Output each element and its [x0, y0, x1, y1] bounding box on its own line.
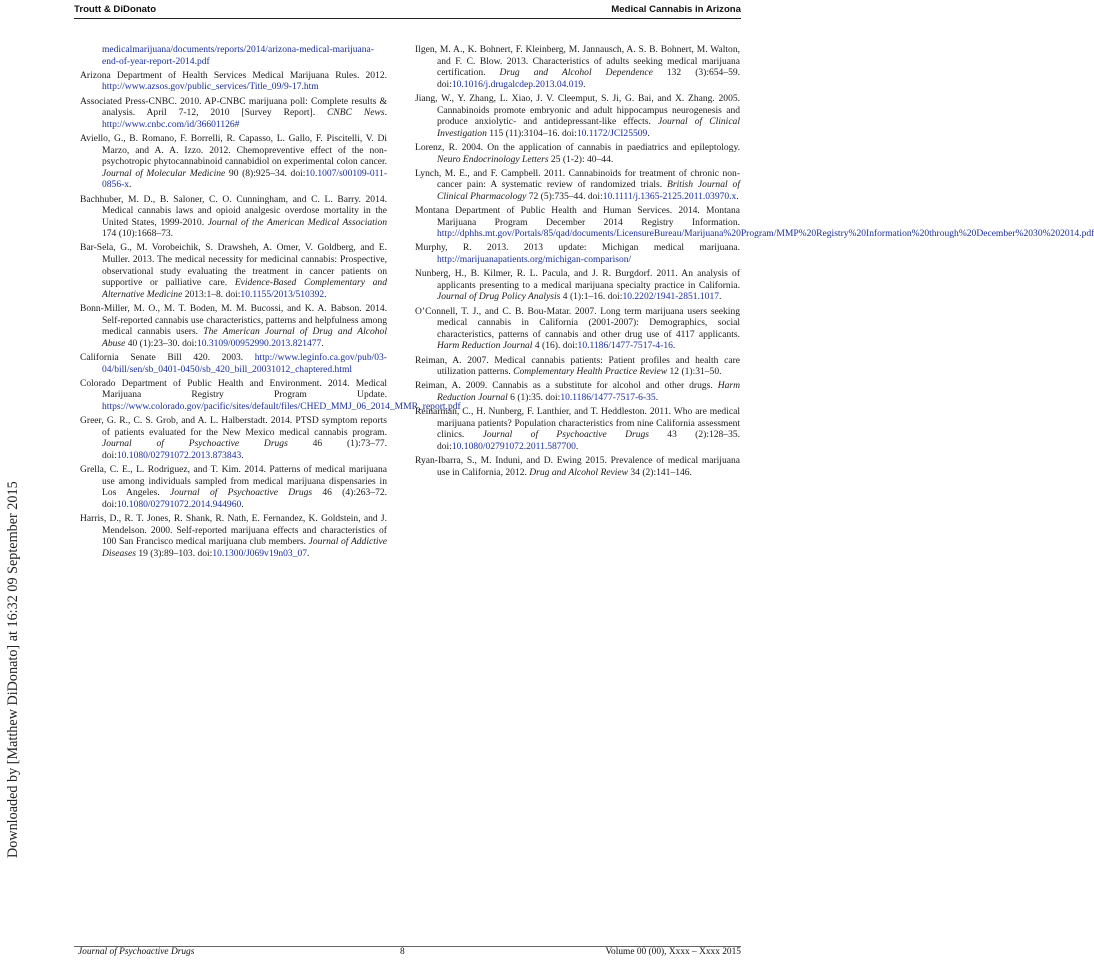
ref-journal: Journal of Psychoactive Drugs	[169, 487, 313, 499]
ref-link[interactable]: http://dphhs.mt.gov/Portals/85/qad/documents/LicensureBureau/Marijuana%20Program/MMP%20Registry%20Information%20through%20December%2030%202014.pdf	[437, 228, 1094, 240]
header-authors: Troutt & DiDonato	[74, 4, 157, 15]
ref-end: .	[655, 391, 659, 403]
ref-text: Grella, C. E., L. Rodriguez, and T. Kim. 2014. Patterns of medical marijuana use among individuals sampled from medical marijuana dispensaries in Los Angeles.	[80, 464, 387, 499]
ref-details: 43 (2):128–35. doi:	[437, 429, 740, 452]
ref-text: Greer, G. R., C. S. Grob, and A. L. Halberstadt. 2014. PTSD symptom reports of patients evaluated for the New Mexico medical cannabis program.	[80, 415, 387, 438]
ref-details: 132 (3):654–59. doi:	[437, 67, 741, 90]
ref-end: .	[736, 190, 739, 202]
ref-journal: Complementary Health Practice Review	[513, 366, 668, 378]
ref-link[interactable]: 10.1080/02791072.2011.587700	[451, 440, 576, 452]
reference-entry	[415, 355, 740, 378]
ref-details: 6 (1):35. doi:	[507, 391, 561, 403]
reference-entry	[80, 513, 387, 559]
ref-end: .	[672, 340, 676, 352]
ref-details: 2013:1–8. doi:	[182, 288, 241, 300]
page-number: 8	[400, 947, 405, 957]
ref-details: .	[384, 107, 387, 119]
ref-link[interactable]: http://www.azsos.gov/public_services/Title_09/9-17.htm	[102, 81, 319, 93]
ref-text: Harris, D., R. T. Jones, R. Shank, R. Nath, E. Fernandez, K. Goldstein, and J. Mendelson. 2000. Self-reported marijuana effects and characteristics of 100 San Francisco medical marijuana club members.	[80, 513, 387, 548]
ref-journal: British Journal of Clinical Pharmacology	[437, 179, 740, 202]
ref-text: Aviello, G., B. Romano, F. Borrelli, R. Capasso, L. Gallo, F. Piscitelli, V. Di Marzo, and A. A. Izzo. 2012. Chemopreventive effect of the non-psychotropic phytocannabinoid cannabidiol on experimental colon cancer.	[80, 132, 387, 168]
reference-entry	[415, 205, 1094, 240]
reference-entry	[415, 406, 740, 452]
ref-journal: Journal of Psychoactive Drugs	[102, 438, 288, 450]
ref-end: .	[647, 127, 650, 139]
ref-journal: Evidence-Based Complementary and Alternative Medicine	[102, 277, 387, 300]
ref-link[interactable]: 10.2202/1941-2851.1017	[622, 291, 719, 303]
ref-link[interactable]: 10.1300/J069v19n03_07	[212, 547, 308, 559]
reference-entry	[415, 44, 740, 90]
ref-details: 12 (1):31–50.	[667, 366, 722, 378]
reference-entry	[415, 168, 740, 203]
reference-entry	[80, 133, 387, 191]
reference-column-right	[415, 44, 1094, 481]
ref-journal: Harm Reduction Journal	[437, 340, 533, 352]
reference-entry	[80, 352, 387, 375]
ref-text: Reiman, A. 2009. Cannabis as a substitute for alcohol and other drugs.	[415, 380, 718, 392]
ref-text: Montana Department of Public Health and Human Services. 2014. Montana Marijuana Program December 2014 Registry Information.	[415, 205, 740, 228]
reference-entry	[415, 242, 740, 265]
reference-column-left	[80, 44, 461, 562]
ref-link[interactable]: 10.1155/2013/510392	[240, 288, 325, 300]
ref-text: Associated Press-CNBC. 2010. AP-CNBC marijuana poll: Complete results & analysis. April 7-12, 2010 [Survey Report].	[80, 95, 387, 119]
reference-entry	[415, 268, 740, 303]
ref-text: Murphy, R. 2013. 2013 update: Michigan medical marijuana.	[415, 242, 740, 254]
ref-link[interactable]: 10.1172/JCI25509	[576, 127, 648, 139]
ref-end: .	[324, 288, 327, 300]
ref-journal: Harm Reduction Journal	[437, 380, 740, 403]
ref-details: 34 (2):141–146.	[628, 466, 692, 478]
ref-link[interactable]: 10.1007/s00109-011-0856-x	[102, 167, 387, 191]
ref-details: 115 (11):3104–16. doi:	[486, 127, 577, 139]
header-title: Medical Cannabis in Arizona	[611, 4, 741, 15]
ref-end: .	[583, 78, 586, 90]
ref-journal: The American Journal of Drug and Alcohol Abuse	[102, 326, 387, 349]
reference-entry	[80, 377, 461, 413]
reference-entry	[415, 306, 740, 352]
ref-details: 174 (10):1668–73.	[102, 228, 174, 240]
ref-end: .	[241, 498, 244, 510]
reference-entry	[80, 194, 387, 240]
ref-details: 90 (8):925–34. doi:	[225, 167, 306, 179]
ref-details: 46 (4):263–72. doi:	[102, 487, 387, 510]
ref-text: Reinarman, C., H. Nunberg, F. Lanthier, and T. Heddleston. 2011. Who are medical marijuana patients? Population characteristics from nine California assessment clinics.	[415, 406, 740, 441]
reference-entry	[80, 44, 387, 67]
ref-journal: Journal of the American Medical Association	[207, 216, 387, 228]
ref-details: 72 (5):735–44. doi:	[526, 190, 603, 202]
ref-link[interactable]: 10.3109/00952990.2013.821477	[196, 337, 322, 349]
ref-link[interactable]: http://www.cnbc.com/id/36601126#	[102, 118, 240, 130]
ref-journal: Drug and Alcohol Review	[529, 466, 629, 478]
footer-journal: Journal of Psychoactive Drugs	[78, 947, 195, 957]
ref-link[interactable]: medicalmarijuana/documents/reports/2014/arizona-medical-marijuana-end-of-year-report-2014.pdf	[102, 44, 374, 67]
reference-entry	[80, 70, 387, 93]
ref-text: Ryan-Ibarra, S., M. Induni, and D. Ewing 2015. Prevalence of medical marijuana use in California, 2012.	[415, 455, 740, 478]
ref-details: 4 (16). doi:	[532, 340, 578, 352]
ref-text: Ilgen, M. A., K. Bohnert, F. Kleinberg, M. Jannausch, A. S. B. Bohnert, M. Walton, and F. C. Blow. 2013. Characteristics of adults seeking medical marijuana certification.	[415, 44, 740, 79]
ref-journal: Journal of Psychoactive Drugs	[482, 429, 649, 441]
ref-details: 40 (1):23–30. doi:	[125, 337, 197, 349]
reference-entry	[415, 455, 740, 478]
ref-journal: Journal of Molecular Medicine	[102, 167, 226, 179]
ref-text: Jiang, W., Y. Zhang, L. Xiao, J. V. Cleemput, S. Ji, G. Bai, and X. Zhang. 2005. Cannabinoids promote embryonic and adult hippocampus neurogenesis and produce anxiolytic- and antidepressant-like effects.	[415, 92, 740, 128]
ref-journal: Drug and Alcohol Dependence	[499, 67, 653, 79]
ref-text: Reiman, A. 2007. Medical cannabis patients: Patient profiles and health care utilization patterns.	[415, 354, 740, 378]
header-rule	[74, 18, 741, 19]
ref-text: Bachhuber, M. D., B. Saloner, C. O. Cunningham, and C. L. Barry. 2014. Medical cannabis laws and opioid analgesic overdose mortality in the United States, 1999-2010.	[80, 193, 387, 228]
ref-link[interactable]: 10.1186/1477-7517-6-35	[560, 391, 656, 403]
ref-journal: Journal of Drug Policy Analysis	[437, 291, 561, 303]
reference-entry	[80, 464, 387, 510]
ref-journal: Neuro Endocrinology Letters	[437, 153, 549, 165]
reference-entry	[80, 96, 387, 131]
ref-link[interactable]: 10.1080/02791072.2014.944960	[116, 498, 242, 510]
running-footer	[74, 947, 741, 959]
ref-details: 46 (1):73–77. doi:	[102, 438, 388, 461]
ref-journal: Journal of Clinical Investigation	[437, 116, 740, 139]
running-header	[74, 4, 741, 18]
reference-entry	[80, 415, 387, 461]
reference-entry	[415, 380, 740, 403]
download-watermark: Downloaded by [Matthew DiDonato] at 16:32 09 September 2015	[5, 481, 21, 858]
ref-link[interactable]: 10.1016/j.drugalcdep.2013.04.019	[451, 78, 584, 90]
ref-link[interactable]: 10.1111/j.1365-2125.2011.03970.x	[602, 190, 737, 202]
ref-text: Bonn-Miller, M. O., M. T. Boden, M. M. Bucossi, and K. A. Babson. 2014. Self-reported cannabis use characteristics, patterns and helpfulness among medical cannabis users.	[80, 303, 387, 338]
ref-journal: CNBC News	[327, 107, 385, 119]
ref-end: .	[307, 547, 310, 559]
ref-details: 25 (1-2): 40–44.	[548, 153, 614, 165]
reference-entry	[80, 242, 387, 300]
ref-journal: Journal of Addictive Diseases	[102, 536, 387, 559]
ref-text: Arizona Department of Health Services Medical Marijuana Rules. 2012.	[80, 69, 387, 81]
ref-text: Lorenz, R. 2004. On the application of cannabis in paediatrics and epileptology.	[415, 141, 740, 153]
ref-link[interactable]: 10.1186/1477-7517-4-16	[577, 340, 673, 352]
ref-text: O’Connell, T. J., and C. B. Bou-Matar. 2007. Long term marijuana users seeking medical cannabis in California (2001-2007): Demographics, social characteristics, patterns of cannabis and other drug use of 4117 applicants.	[415, 305, 740, 340]
ref-end: .	[321, 337, 324, 349]
reference-entry	[415, 142, 740, 165]
footer-volume: Volume 00 (00), Xxxx – Xxxx 2015	[605, 947, 741, 957]
ref-end: .	[241, 449, 244, 461]
ref-details: 19 (3):89–103. doi:	[135, 547, 213, 559]
ref-text: Colorado Department of Public Health and Environment. 2014. Medical Marijuana Registry Program Update.	[80, 377, 387, 401]
ref-end: .	[129, 179, 132, 191]
ref-link[interactable]: 10.1080/02791072.2013.873843	[116, 449, 242, 461]
ref-link[interactable]: https://www.colorado.gov/pacific/sites/default/files/CHED_MMJ_06_2014_MMR_report.pdf	[102, 400, 461, 412]
ref-end: .	[719, 291, 722, 303]
ref-link[interactable]: http://www.leginfo.ca.gov/pub/03-04/bill/sen/sb_0401-0450/sb_420_bill_20031012_chaptered.html	[102, 352, 387, 375]
ref-text: Bar-Sela, G., M. Vorobeichik, S. Drawsheh, A. Omer, V. Goldberg, and E. Muller. 2013. The medical necessity for medicinal cannabis: Prospective, observational study evaluating the treatment in cancer patients on supportive or palliative care.	[80, 242, 387, 289]
reference-entry	[415, 93, 740, 139]
ref-details: 4 (1):1–16. doi:	[560, 291, 623, 303]
ref-text: Lynch, M. E., and F. Campbell. 2011. Cannabinoids for treatment of chronic non-cancer pain: A systematic review of randomized trials.	[415, 167, 740, 191]
ref-text: Nunberg, H., B. Kilmer, R. L. Pacula, and J. R. Burgdorf. 2011. An analysis of applicants presenting to a medical marijuana specialty practice in California.	[415, 268, 740, 291]
reference-entry	[80, 303, 387, 349]
ref-end: .	[575, 440, 579, 452]
ref-link[interactable]: http://marijuanapatients.org/michigan-comparison/	[437, 254, 632, 266]
ref-text: California Senate Bill 420. 2003.	[80, 352, 255, 363]
